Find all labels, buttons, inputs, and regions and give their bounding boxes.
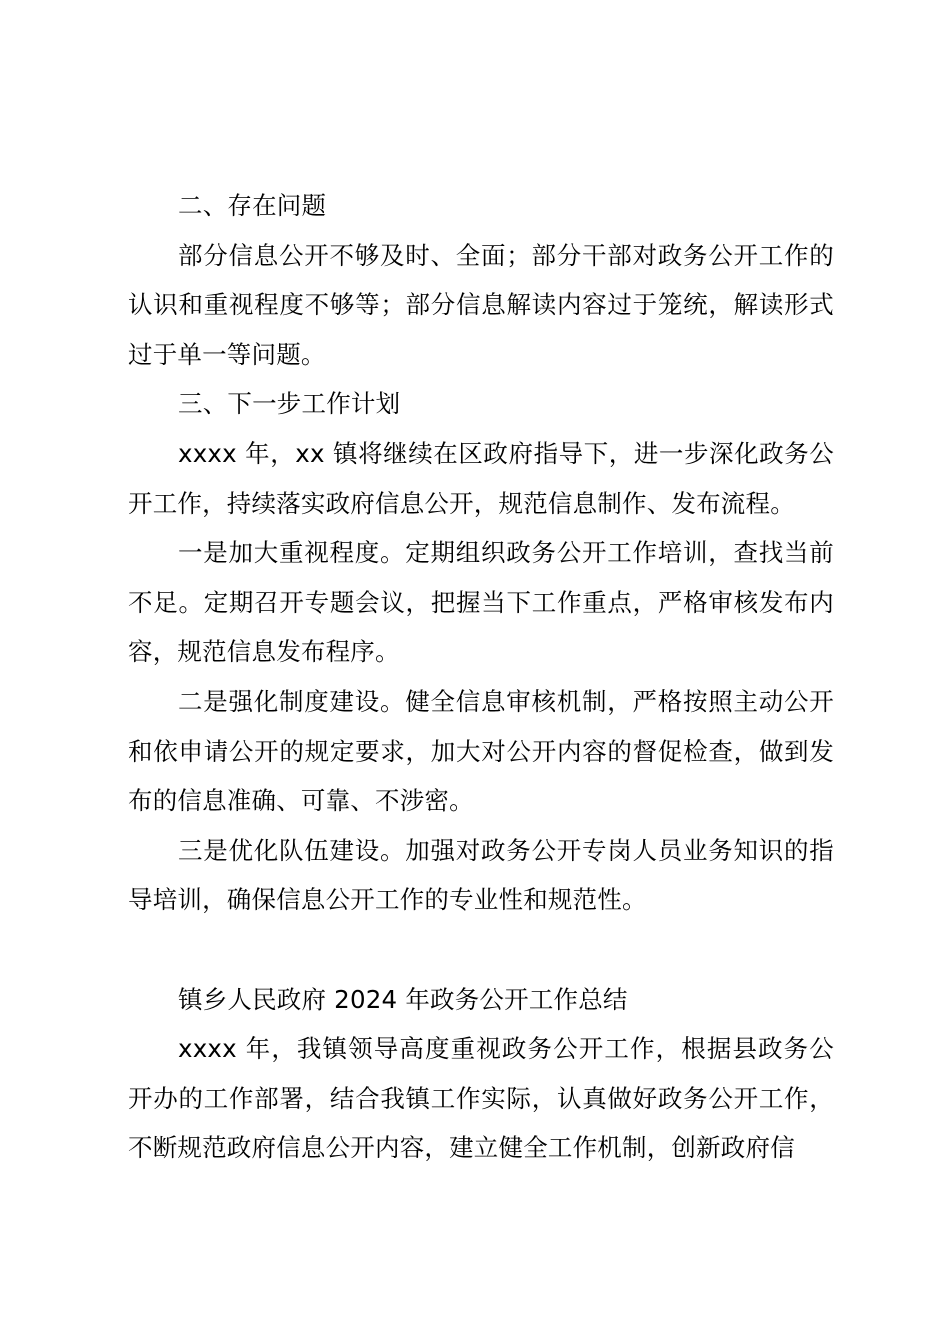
paragraph-plan-item-3: 三是优化队伍建设。加强对政务公开专岗人员业务知识的指导培训，确保信息公开工作的专业性和规范性。 (128, 835, 834, 915)
paragraph-summary-intro: xxxx 年，我镇领导高度重视政务公开工作，根据县政务公开办的工作部署，结合我镇工作实际，认真做好政务公开工作，不断规范政府信息公开内容，建立健全工作机制，创新政府信 (128, 1034, 834, 1163)
document-title-summary: 镇乡人民政府 2024 年政务公开工作总结 (178, 984, 628, 1014)
document-body (128, 181, 834, 1173)
paragraph-plan-intro: xxxx 年，xx 镇将继续在区政府指导下，进一步深化政务公开工作，持续落实政府信息公开，规范信息制作、发布流程。 (128, 438, 834, 518)
section-heading-problems: 二、存在问题 (178, 191, 327, 220)
paragraph-plan-item-1: 一是加大重视程度。定期组织政务公开工作培训，查找当前不足。定期召开专题会议，把握当下工作重点，严格审核发布内容，规范信息发布程序。 (128, 538, 834, 667)
section-spacer (128, 925, 834, 975)
section-heading-next-plan: 三、下一步工作计划 (178, 389, 401, 419)
paragraph-problems: 部分信息公开不够及时、全面；部分干部对政务公开工作的认识和重视程度不够等；部分信息解读内容过于笼统，解读形式过于单一等问题。 (128, 240, 834, 369)
paragraph-plan-item-2: 二是强化制度建设。健全信息审核机制，严格按照主动公开和依申请公开的规定要求，加大对公开内容的督促检查，做到发布的信息准确、可靠、不涉密。 (128, 686, 834, 816)
